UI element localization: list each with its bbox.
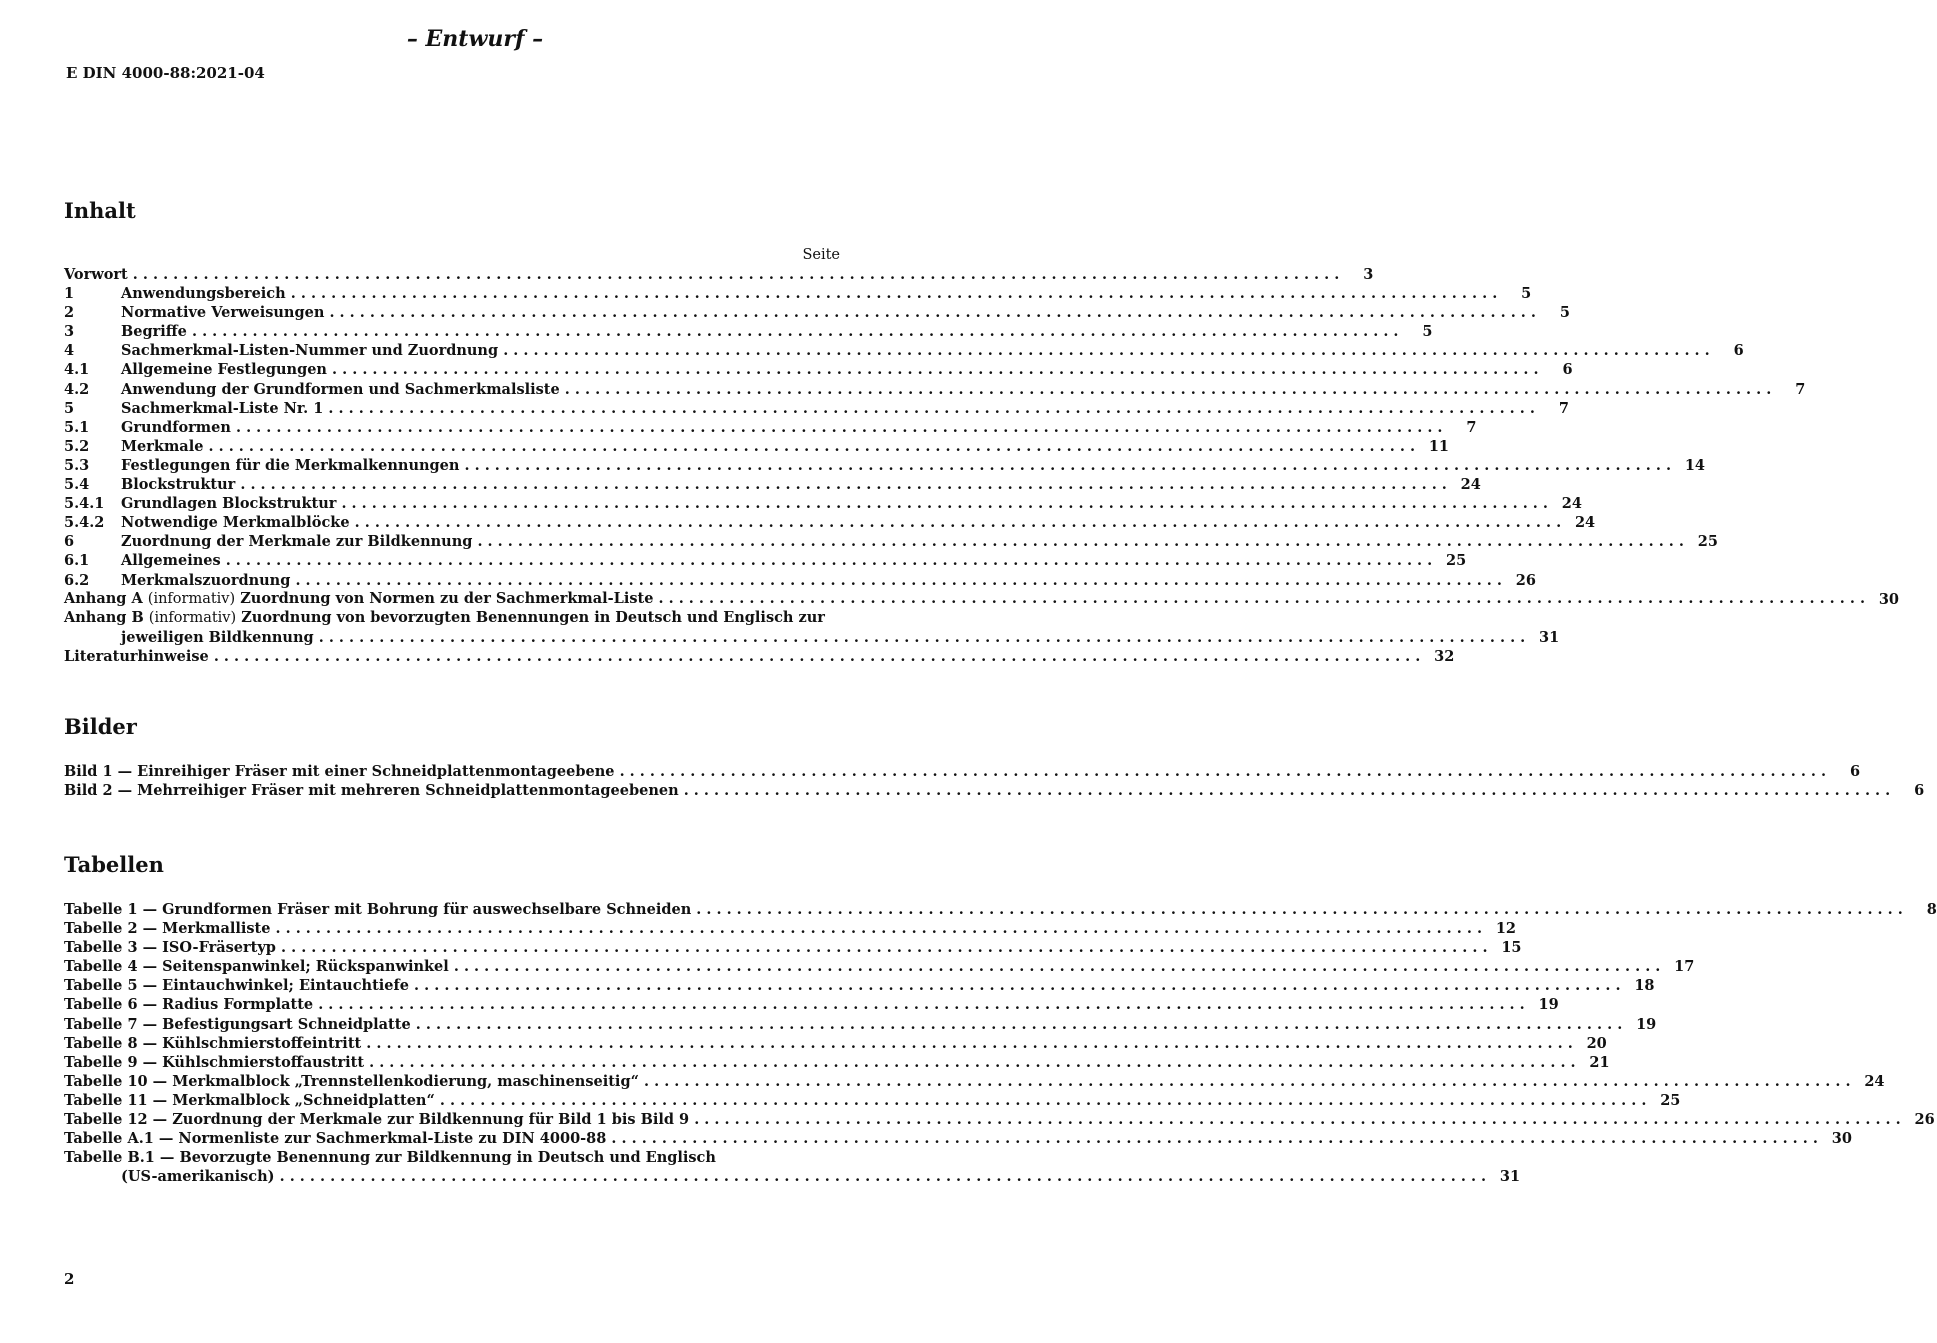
toc-entry[interactable]: [64, 571, 1536, 590]
entry-number: 2: [64, 304, 75, 322]
entry-title: Tabelle 9 — Kühlschmierstoffaustritt: [64, 1053, 365, 1071]
entry-page: 5: [1559, 304, 1570, 322]
toc-entry[interactable]: [64, 284, 1532, 303]
leader-dots: . . . . . . . . . . . . . . . . . . . . . . . . . . . . . . . . . . . . . . . . . . . . . . . . . . . . . . . . . . . . . . . . . . . . . . . . . . . . . . . . . . . . . . . . . . . . . . . . . . . . . . . . . . . . . . . . . . . . . . . .: [477, 533, 1684, 551]
entry-page: 6: [1849, 763, 1861, 780]
entry-title: Zuordnung der Merkmale zur Bildkennung: [121, 533, 473, 551]
leader-dots: . . . . . . . . . . . . . . . . . . . . . . . . . . . . . . . . . . . . . . . . . . . . . . . . . . . . . . . . . . . . . . . . . . . . . . . . . . . . . . . . . . . . . . . . . . . . . . . . . . . . . . . . . . . . . . . . . . . . . . . .: [564, 380, 1772, 398]
leader-dots: . . . . . . . . . . . . . . . . . . . . . . . . . . . . . . . . . . . . . . . . . . . . . . . . . . . . . . . . . . . . . . . . . . . . . . . . . . . . . . . . . . . . . . . . . . . . . . . . . . . . . . . . . . . . . . . . . . . . . . . .: [414, 977, 1621, 995]
entry-number: 5.4.1: [64, 495, 105, 513]
leader-dots: . . . . . . . . . . . . . . . . . . . . . . . . . . . . . . . . . . . . . . . . . . . . . . . . . . . . . . . . . . . . . . . . . . . . . . . . . . . . . . . . . . . . . . . . . . . . . . . . . . . . . . . . . . . . . . . . . . . . . . . .: [328, 399, 1535, 417]
leader-dots: . . . . . . . . . . . . . . . . . . . . . . . . . . . . . . . . . . . . . . . . . . . . . . . . . . . . . . . . . . . . . . . . . . . . . . . . . . . . . . . . . . . . . . . . . . . . . . . . . . . . . . . . . . . . . . . . . . . . . . . .: [369, 1053, 1576, 1071]
table-entry[interactable]: [64, 1072, 1885, 1091]
toc-entry[interactable]: [64, 360, 1573, 379]
entry-page: 19: [1538, 996, 1559, 1014]
leader-dots: . . . . . . . . . . . . . . . . . . . . . . . . . . . . . . . . . . . . . . . . . . . . . . . . . . . . . . . . . . . . . . . . . . . . . . . . . . . . . . . . . . . . . . . . . . . . . . . . . . . . . . . . . . . . . . . . . . . . . . . .: [275, 920, 1483, 938]
leader-dots: . . . . . . . . . . . . . . . . . . . . . . . . . . . . . . . . . . . . . . . . . . . . . . . . . . . . . . . . . . . . . . . . . . . . . . . . . . . . . . . . . . . . . . . . . . . . . . . . . . . . . . . . . . . . . . . . . . . . . . . .: [318, 628, 1526, 646]
table-entry[interactable]: [64, 1129, 1852, 1148]
leader-dots: . . . . . . . . . . . . . . . . . . . . . . . . . . . . . . . . . . . . . . . . . . . . . . . . . . . . . . . . . . . . . . . . . . . . . . . . . . . . . . . . . . . . . . . . . . . . . . . . . . . . . . . . . . . . . . . . . . . . . . . .: [415, 1015, 1623, 1033]
entry-title: Tabelle 1 — Grundformen Fräser mit Bohrung für auswechselbare Schneiden: [64, 901, 692, 918]
table-entry[interactable]: [64, 1091, 1681, 1110]
leader-dots: . . . . . . . . . . . . . . . . . . . . . . . . . . . . . . . . . . . . . . . . . . . . . . . . . . . . . . . . . . . . . . . . . . . . . . . . . . . . . . . . . . . . . . . . . . . . . . . . . . . . . . . . . . . . . . . . . . . . . . . .: [213, 647, 1421, 665]
entry-page: 25: [1660, 1091, 1681, 1109]
toc-entry[interactable]: [64, 456, 1706, 475]
entry-title: Bild 1 — Einreihiger Fräser mit einer Schneidplattenmontageebene: [64, 763, 615, 780]
entry-title: Sachmerkmal-Listen-Nummer und Zuordnung: [121, 342, 499, 360]
table-b1-title-line1: Tabelle B.1 — Bevorzugte Benennung zur Bildkennung in Deutsch und Englisch: [64, 1149, 716, 1167]
toc-entry[interactable]: [64, 475, 1481, 494]
entry-page: 18: [1634, 977, 1655, 995]
toc-entry[interactable]: [64, 532, 1718, 551]
entry-title: Begriffe: [121, 323, 187, 341]
leader-dots: . . . . . . . . . . . . . . . . . . . . . . . . . . . . . . . . . . . . . . . . . . . . . . . . . . . . . . . . . . . . . . . . . . . . . . . . . . . . . . . . . . . . . . . . . . . . . . . . . . . . . . . . . . . . . . . . . . . . . . . .: [658, 589, 1866, 607]
toc-entry[interactable]: [64, 494, 1582, 513]
toc-entry[interactable]: [64, 551, 1467, 570]
toc-entry-annex-b-line2[interactable]: [64, 628, 1560, 647]
entry-title: Tabelle 3 — ISO-Fräsertyp: [64, 939, 276, 957]
entry-page: 24: [1574, 514, 1596, 532]
entry-page: 6: [1914, 782, 1925, 800]
entry-number: 4.2: [64, 380, 90, 398]
contents-heading: Inhalt: [64, 198, 136, 223]
toc-entry[interactable]: [64, 418, 1477, 437]
literature-title: Literaturhinweise: [64, 647, 209, 665]
leader-dots: . . . . . . . . . . . . . . . . . . . . . . . . . . . . . . . . . . . . . . . . . . . . . . . . . . . . . . . . . . . . . . . . . . . . . . . . . . . . . . . . . . . . . . . . . . . . . . . . . . . . . . . . . . . . . . . . . . . . . . . .: [235, 418, 1443, 436]
annex-a-prefix: Anhang A: [64, 589, 143, 607]
toc-entry-literature[interactable]: [64, 647, 1455, 666]
toc-entry-annex-b-line1[interactable]: [64, 609, 840, 628]
entry-page: 17: [1674, 958, 1695, 976]
annex-b-title-line2: jeweiligen Bildkennung: [121, 628, 314, 646]
entry-title: Tabelle 12 — Zuordnung der Merkmale zur Bildkennung für Bild 1 bis Bild 9: [64, 1111, 690, 1129]
entry-number: 4.1: [64, 361, 90, 379]
contents-list: [64, 246, 1900, 666]
entry-page: 26: [1515, 571, 1536, 589]
entry-number: 6.2: [64, 571, 90, 589]
entry-page: 24: [1864, 1072, 1885, 1090]
toc-entry[interactable]: [64, 322, 1433, 341]
leader-dots: . . . . . . . . . . . . . . . . . . . . . . . . . . . . . . . . . . . . . . . . . . . . . . . . . . . . . . . . . . . . . . . . . . . . . . . . . . . . . . . . . . . . . . . . . . . . . . . . . . . . . . . . . . . . . . . . . . . . . . . .: [354, 514, 1562, 532]
entry-page: 7: [1795, 380, 1806, 398]
leader-dots: . . . . . . . . . . . . . . . . . . . . . . . . . . . . . . . . . . . . . . . . . . . . . . . . . . . . . . . . . . . . . . . . . . . . . . . . . . . . . . . . . . . . . . . . . . . . . . . . . . . . . . . . . . . . . . . . . . . . . . . .: [290, 285, 1498, 303]
leader-dots: . . . . . . . . . . . . . . . . . . . . . . . . . . . . . . . . . . . . . . . . . . . . . . . . . . . . . . . . . . . . . . . . . . . . . . . . . . . . . . . . . . . . . . . . . . . . . . . . . . . . . . . . . . . . . . . . . . . . . . . .: [191, 323, 1399, 341]
table-entry[interactable]: [64, 957, 1695, 976]
leader-dots: . . . . . . . . . . . . . . . . . . . . . . . . . . . . . . . . . . . . . . . . . . . . . . . . . . . . . . . . . . . . . . . . . . . . . . . . . . . . . . . . . . . . . . . . . . . . . . . . . . . . . . . . . . . . . . . . . . . . . . . .: [366, 1034, 1573, 1052]
entry-page: 24: [1460, 476, 1481, 494]
literature-page: 32: [1434, 647, 1455, 665]
entry-title: Bild 2 — Mehrreihiger Fräser mit mehreren Schneidplattenmontageebenen: [64, 782, 679, 800]
entry-page: 5: [1422, 323, 1433, 341]
leader-dots: . . . . . . . . . . . . . . . . . . . . . . . . . . . . . . . . . . . . . . . . . . . . . . . . . . . . . . . . . . . . . . . . . . . . . . . . . . . . . . . . . . . . . . . . . . . . . . . . . . . . . . . . . . . . . . . . . . . . . . . .: [240, 476, 1447, 494]
table-entry[interactable]: [64, 995, 1559, 1014]
table-entry-b1-line2[interactable]: [64, 1167, 1521, 1186]
entry-title: Tabelle 5 — Eintauchwinkel; Eintauchtiefe: [64, 977, 409, 995]
table-b1-page: 31: [1499, 1168, 1521, 1186]
entry-title: Notwendige Merkmalblöcke: [121, 514, 350, 532]
leader-dots: . . . . . . . . . . . . . . . . . . . . . . . . . . . . . . . . . . . . . . . . . . . . . . . . . . . . . . . . . . . . . . . . . . . . . . . . . . . . . . . . . . . . . . . . . . . . . . . . . . . . . . . . . . . . . . . . . . . . . . . .: [295, 571, 1502, 589]
table-entry-b1-line1[interactable]: [64, 1148, 840, 1167]
figures-heading: Bilder: [64, 714, 137, 739]
table-entry[interactable]: [64, 1034, 1607, 1053]
entry-title: Tabelle 8 — Kühlschmierstoffeintritt: [64, 1034, 362, 1052]
table-entry[interactable]: [64, 919, 1517, 938]
entry-page: 25: [1697, 533, 1718, 551]
entry-page: 20: [1586, 1034, 1607, 1052]
tables-heading: Tabellen: [64, 852, 164, 877]
toc-entry[interactable]: [64, 399, 1569, 418]
leader-dots: . . . . . . . . . . . . . . . . . . . . . . . . . . . . . . . . . . . . . . . . . . . . . . . . . . . . . . . . . . . . . . . . . . . . . . . . . . . . . . . . . . . . . . . . . . . . . . . . . . . . . . . . . . . . . . . . . . . . . . . .: [208, 437, 1415, 455]
entry-page: 26: [1914, 1111, 1935, 1129]
entry-page: 8: [1926, 901, 1937, 918]
table-entry[interactable]: [64, 1053, 1610, 1072]
leader-dots: . . . . . . . . . . . . . . . . . . . . . . . . . . . . . . . . . . . . . . . . . . . . . . . . . . . . . . . . . . . . . . . . . . . . . . . . . . . . . . . . . . . . . . . . . . . . . . . . . . . . . . . . . . . . . . . . . . . . . . . .: [329, 304, 1536, 322]
leader-dots: . . . . . . . . . . . . . . . . . . . . . . . . . . . . . . . . . . . . . . . . . . . . . . . . . . . . . . . . . . . . . . . . . . . . . . . . . . . . . . . . . . . . . . . . . . . . . . . . . . . . . . . . . . . . . . . . . . . . . . . .: [696, 901, 1903, 918]
leader-dots: . . . . . . . . . . . . . . . . . . . . . . . . . . . . . . . . . . . . . . . . . . . . . . . . . . . . . . . . . . . . . . . . . . . . . . . . . . . . . . . . . . . . . . . . . . . . . . . . . . . . . . . . . . . . . . . . . . . . . . . .: [225, 552, 1433, 570]
leader-dots: . . . . . . . . . . . . . . . . . . . . . . . . . . . . . . . . . . . . . . . . . . . . . . . . . . . . . . . . . . . . . . . . . . . . . . . . . . . . . . . . . . . . . . . . . . . . . . . . . . . . . . . . . . . . . . . . . . . . . . . .: [439, 1091, 1647, 1109]
toc-entry[interactable]: [64, 513, 1596, 532]
leader-dots: . . . . . . . . . . . . . . . . . . . . . . . . . . . . . . . . . . . . . . . . . . . . . . . . . . . . . . . . . . . . . . . . . . . . . . . . . . . . . . . . . . . . . . . . . . . . . . . . . . . . . . . . . . . . . . . . . . . . . . . .: [683, 782, 1891, 800]
entry-title: Allgemeine Festlegungen: [121, 361, 327, 379]
entry-title: Vorwort: [64, 266, 128, 283]
table-entry[interactable]: [64, 976, 1655, 995]
entry-number: 3: [64, 323, 75, 341]
table-b1-title-line2: (US-amerikanisch): [121, 1168, 275, 1186]
table-entry[interactable]: [64, 1110, 1935, 1129]
seite-label: Seite: [802, 247, 840, 263]
entry-title: Tabelle A.1 — Normenliste zur Sachmerkmal-Liste zu DIN 4000-88: [64, 1130, 607, 1148]
entry-number: 6.1: [64, 552, 90, 570]
entry-number: 5: [64, 399, 75, 417]
leader-dots: . . . . . . . . . . . . . . . . . . . . . . . . . . . . . . . . . . . . . . . . . . . . . . . . . . . . . . . . . . . . . . . . . . . . . . . . . . . . . . . . . . . . . . . . . . . . . . . . . . . . . . . . . . . . . . . . . . . . . . . .: [332, 361, 1539, 379]
leader-dots: . . . . . . . . . . . . . . . . . . . . . . . . . . . . . . . . . . . . . . . . . . . . . . . . . . . . . . . . . . . . . . . . . . . . . . . . . . . . . . . . . . . . . . . . . . . . . . . . . . . . . . . . . . . . . . . . . . . . . . . .: [453, 958, 1661, 976]
entry-title: Normative Verweisungen: [121, 304, 325, 322]
leader-dots: . . . . . . . . . . . . . . . . . . . . . . . . . . . . . . . . . . . . . . . . . . . . . . . . . . . . . . . . . . . . . . . . . . . . . . . . . . . . . . . . . . . . . . . . . . . . . . . . . . . . . . . . . . . . . . . . . . . . . . . .: [619, 763, 1827, 780]
entry-title: Tabelle 10 — Merkmalblock „Trennstellenkodierung, maschinenseitig“: [64, 1072, 639, 1090]
toc-entry[interactable]: [64, 265, 1374, 284]
entry-number: 5.4.2: [64, 514, 105, 532]
entry-title: Tabelle 2 — Merkmalliste: [64, 920, 271, 938]
entry-title: Tabelle 7 — Befestigungsart Schneidplatte: [64, 1015, 411, 1033]
toc-entry[interactable]: [64, 380, 1806, 399]
leader-dots: . . . . . . . . . . . . . . . . . . . . . . . . . . . . . . . . . . . . . . . . . . . . . . . . . . . . . . . . . . . . . . . . . . . . . . . . . . . . . . . . . . . . . . . . . . . . . . . . . . . . . . . . . . . . . . . . . . . . . . . .: [694, 1111, 1901, 1129]
figure-entry[interactable]: [64, 762, 1861, 781]
leader-dots: . . . . . . . . . . . . . . . . . . . . . . . . . . . . . . . . . . . . . . . . . . . . . . . . . . . . . . . . . . . . . . . . . . . . . . . . . . . . . . . . . . . . . . . . . . . . . . . . . . . . . . . . . . . . . . . . . . . . . . . .: [281, 939, 1488, 957]
table-entry[interactable]: [64, 1015, 1657, 1034]
annex-a-note: (informativ): [147, 590, 236, 607]
figure-entry[interactable]: [64, 781, 1925, 800]
entry-number: 5.3: [64, 456, 90, 474]
entry-page: 14: [1684, 456, 1706, 474]
entry-number: 5.4: [64, 476, 90, 494]
annex-b-prefix: Anhang B: [64, 608, 144, 626]
entry-title: Sachmerkmal-Liste Nr. 1: [121, 399, 324, 417]
table-entry[interactable]: [64, 938, 1522, 957]
annex-b-title-line1: Zuordnung von bevorzugten Benennungen in Deutsch und Englisch zur: [241, 608, 825, 626]
entry-page: 12: [1495, 920, 1517, 938]
entry-title: Grundlagen Blockstruktur: [121, 495, 337, 513]
leader-dots: . . . . . . . . . . . . . . . . . . . . . . . . . . . . . . . . . . . . . . . . . . . . . . . . . . . . . . . . . . . . . . . . . . . . . . . . . . . . . . . . . . . . . . . . . . . . . . . . . . . . . . . . . . . . . . . . . . . . . . . .: [341, 495, 1548, 513]
entry-page: 15: [1501, 939, 1522, 957]
annex-a-page: 30: [1878, 590, 1900, 608]
entry-title: Blockstruktur: [121, 476, 236, 494]
entry-page: 11: [1428, 437, 1449, 455]
tables-list: [64, 900, 1937, 1186]
leader-dots: . . . . . . . . . . . . . . . . . . . . . . . . . . . . . . . . . . . . . . . . . . . . . . . . . . . . . . . . . . . . . . . . . . . . . . . . . . . . . . . . . . . . . . . . . . . . . . . . . . . . . . . . . . . . . . . . . . . . . . . .: [279, 1168, 1487, 1186]
entry-page: 7: [1466, 418, 1477, 436]
entry-page: 6: [1733, 342, 1744, 360]
entry-title: Grundformen: [121, 418, 231, 436]
entry-page: 21: [1589, 1053, 1610, 1071]
leader-dots: . . . . . . . . . . . . . . . . . . . . . . . . . . . . . . . . . . . . . . . . . . . . . . . . . . . . . . . . . . . . . . . . . . . . . . . . . . . . . . . . . . . . . . . . . . . . . . . . . . . . . . . . . . . . . . . . . . . . . . . .: [503, 342, 1710, 360]
toc-entry-annex-a[interactable]: [64, 589, 1900, 609]
entry-page: 25: [1446, 552, 1467, 570]
table-entry[interactable]: [64, 900, 1937, 919]
annex-b-note: (informativ): [148, 609, 237, 626]
figures-list: [64, 762, 1925, 800]
leader-dots: . . . . . . . . . . . . . . . . . . . . . . . . . . . . . . . . . . . . . . . . . . . . . . . . . . . . . . . . . . . . . . . . . . . . . . . . . . . . . . . . . . . . . . . . . . . . . . . . . . . . . . . . . . . . . . . . . . . . . . . .: [318, 996, 1525, 1014]
leader-dots: . . . . . . . . . . . . . . . . . . . . . . . . . . . . . . . . . . . . . . . . . . . . . . . . . . . . . . . . . . . . . . . . . . . . . . . . . . . . . . . . . . . . . . . . . . . . . . . . . . . . . . . . . . . . . . . . . . . . . . . .: [132, 266, 1340, 283]
document-id: E DIN 4000-88:2021-04: [66, 64, 265, 82]
entry-page: 24: [1561, 495, 1582, 513]
entry-title: Merkmalszuordnung: [121, 571, 291, 589]
entry-title: Tabelle 6 — Radius Formplatte: [64, 996, 314, 1014]
toc-entry[interactable]: [64, 303, 1570, 322]
entry-title: Tabelle 11 — Merkmalblock „Schneidplatten“: [64, 1091, 435, 1109]
entry-number: 5.2: [64, 437, 90, 455]
annex-b-page: 31: [1539, 628, 1560, 646]
annex-a-title: Zuordnung von Normen zu der Sachmerkmal-Liste: [240, 589, 654, 607]
leader-dots: . . . . . . . . . . . . . . . . . . . . . . . . . . . . . . . . . . . . . . . . . . . . . . . . . . . . . . . . . . . . . . . . . . . . . . . . . . . . . . . . . . . . . . . . . . . . . . . . . . . . . . . . . . . . . . . . . . . . . . . .: [611, 1130, 1818, 1148]
entry-page: 19: [1636, 1015, 1657, 1033]
entry-number: 5.1: [64, 418, 90, 436]
entry-title: Anwendung der Grundformen und Sachmerkmalsliste: [121, 380, 560, 398]
entry-page: 5: [1521, 285, 1532, 303]
entry-number: 1: [64, 285, 75, 303]
toc-entry[interactable]: [64, 437, 1449, 456]
draft-label: – Entwurf –: [406, 26, 544, 52]
entry-page: 6: [1562, 361, 1573, 379]
entry-page: 3: [1363, 266, 1374, 283]
entry-page: 7: [1558, 399, 1569, 417]
entry-title: Tabelle 4 — Seitenspanwinkel; Rückspanwinkel: [64, 958, 449, 976]
page-number: 2: [64, 1270, 75, 1288]
leader-dots: . . . . . . . . . . . . . . . . . . . . . . . . . . . . . . . . . . . . . . . . . . . . . . . . . . . . . . . . . . . . . . . . . . . . . . . . . . . . . . . . . . . . . . . . . . . . . . . . . . . . . . . . . . . . . . . . . . . . . . . .: [464, 456, 1672, 474]
entry-title: Anwendungsbereich: [121, 285, 286, 303]
entry-number: 4: [64, 342, 75, 360]
entry-page: 30: [1831, 1130, 1852, 1148]
leader-dots: . . . . . . . . . . . . . . . . . . . . . . . . . . . . . . . . . . . . . . . . . . . . . . . . . . . . . . . . . . . . . . . . . . . . . . . . . . . . . . . . . . . . . . . . . . . . . . . . . . . . . . . . . . . . . . . . . . . . . . . .: [644, 1072, 1851, 1090]
entry-number: 6: [64, 533, 75, 551]
toc-entry[interactable]: [64, 341, 1744, 360]
entry-title: Merkmale: [121, 437, 204, 455]
entry-title: Festlegungen für die Merkmalkennungen: [121, 456, 460, 474]
entry-title: Allgemeines: [121, 552, 221, 570]
